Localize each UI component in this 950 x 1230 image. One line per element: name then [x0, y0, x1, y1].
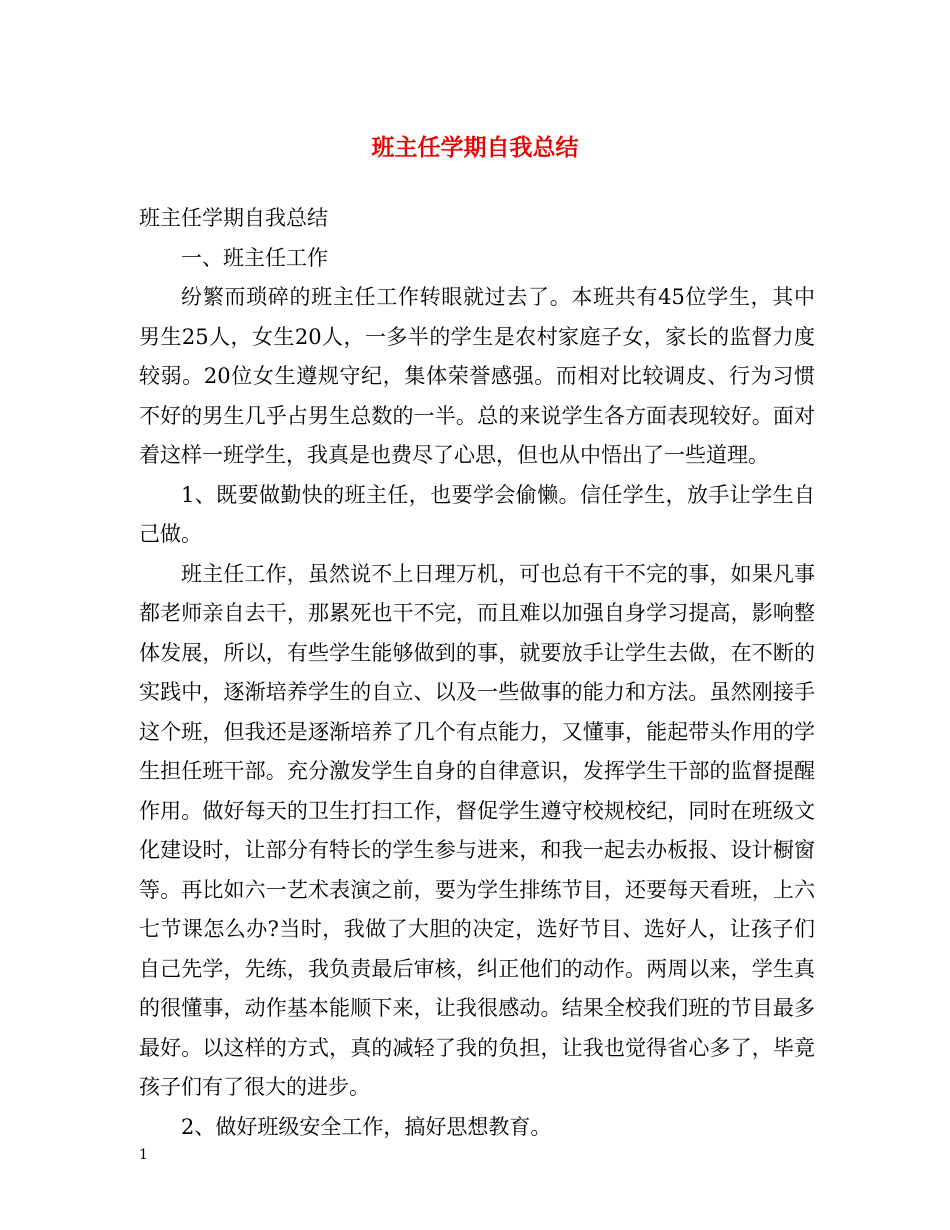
- paragraph-class-overview: 纷繁而琐碎的班主任工作转眼就过去了。本班共有45位学生，其中男生25人，女生20人，一多半的学生是农村家庭子女，家长的监督力度较弱。20位女生遵规守纪，集体荣誉感强。而相对比较调皮、行为习惯不好的男生几乎占男生总数的一半。总的来说学生各方面表现较好。面对着这样一班学生，我真是也费尽了心思，但也从中悟出了一些道理。: [139, 285, 815, 467]
- document-title: 班主任学期自我总结: [371, 134, 579, 161]
- paragraph-point-2: 2、做好班级安全工作，搞好思想教育。: [181, 1114, 552, 1139]
- document-body: [139, 199, 815, 1147]
- paragraph-point-1: 1、既要做勤快的班主任，也要学会偷懒。信任学生，放手让学生自己做。: [139, 482, 815, 546]
- paragraph-point-1-detail: 班主任工作，虽然说不上日理万机，可也总有干不完的事，如果凡事都老师亲自去干，那累死也干不完，而且难以加强自身学习提高，影响整体发展，所以，有些学生能够做到的事，就要放手让学生去做，在不断的实践中，逐渐培养学生的自立、以及一些做事的能力和方法。虽然刚接手这个班，但我还是逐渐培养了几个有点能力，又懂事，能起带头作用的学生担任班干部。充分激发学生自身的自律意识，发挥学生干部的监督提醒作用。做好每天的卫生打扫工作，督促学生遵守校规校纪，同时在班级文化建设时，让部分有特长的学生参与进来，和我一起去办板报、设计橱窗等。再比如六一艺术表演之前，要为学生排练节目，还要每天看班，上六七节课怎么办?当时，我做了大胆的决定，选好节目、选好人，让孩子们自己先学，先练，我负责最后审核，纠正他们的动作。两周以来，学生真的很懂事，动作基本能顺下来，让我很感动。结果全校我们班的节目最多最好。以这样的方式，真的减轻了我的负担，让我也觉得省心多了，毕竟孩子们有了很大的进步。: [139, 561, 815, 1099]
- paragraph-heading: 班主任学期自我总结: [139, 206, 328, 230]
- paragraph-section-title: 一、班主任工作: [181, 245, 328, 270]
- page-number: 1: [139, 1147, 148, 1163]
